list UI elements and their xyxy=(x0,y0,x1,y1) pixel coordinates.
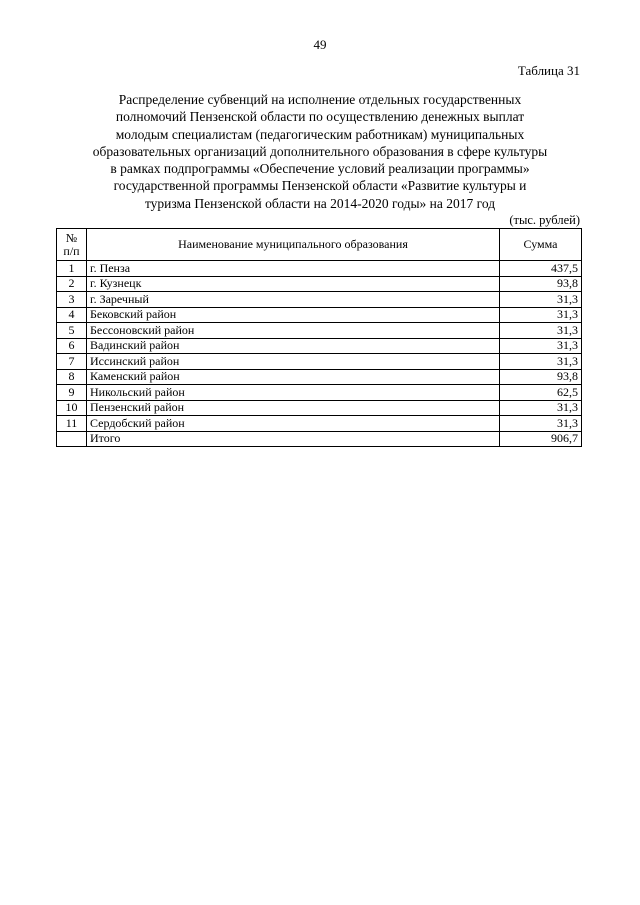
row-number: 11 xyxy=(57,416,87,432)
table-row xyxy=(57,307,582,323)
row-number: 7 xyxy=(57,354,87,370)
total-sum: 906,7 xyxy=(500,431,582,447)
row-number: 8 xyxy=(57,369,87,385)
row-sum: 437,5 xyxy=(500,261,582,277)
row-name: Каменский район xyxy=(87,369,500,385)
table-row xyxy=(57,292,582,308)
row-name: Сердобский район xyxy=(87,416,500,432)
table-row xyxy=(57,400,582,416)
row-sum: 31,3 xyxy=(500,323,582,339)
title-line: в рамках подпрограммы «Обеспечение условий реализации программы» xyxy=(110,161,530,177)
row-number: 4 xyxy=(57,307,87,323)
total-number xyxy=(57,431,87,447)
title-line: полномочий Пензенской области по осуществлению денежных выплат xyxy=(115,109,525,125)
title-line: туризма Пензенской области на 2014-2020 годы» на 2017 год xyxy=(144,195,496,211)
title-line: молодым специалистам (педагогическим работникам) муниципальных xyxy=(115,126,525,142)
row-number: 5 xyxy=(57,323,87,339)
row-name: г. Пенза xyxy=(87,261,500,277)
table-row xyxy=(57,323,582,339)
row-sum: 31,3 xyxy=(500,292,582,308)
header-name: Наименование муниципального образования xyxy=(87,229,500,261)
document-title xyxy=(70,91,570,212)
row-number: 3 xyxy=(57,292,87,308)
row-sum: 31,3 xyxy=(500,354,582,370)
row-name: Пензенский район xyxy=(87,400,500,416)
header-number-line2: п/п xyxy=(63,243,80,258)
row-sum: 31,3 xyxy=(500,307,582,323)
row-name: г. Заречный xyxy=(87,292,500,308)
title-line: образовательных организаций дополнительного образования в сфере культуры xyxy=(92,143,548,159)
subsidy-table xyxy=(56,228,582,447)
table-row xyxy=(57,416,582,432)
header-number-line1: № xyxy=(65,230,78,245)
row-sum: 31,3 xyxy=(500,338,582,354)
row-name: Вадинский район xyxy=(87,338,500,354)
header-sum: Сумма xyxy=(500,229,582,261)
page-number: 49 xyxy=(313,37,327,52)
row-number: 1 xyxy=(57,261,87,277)
row-sum: 31,3 xyxy=(500,400,582,416)
title-line: государственной программы Пензенской области «Развитие культуры и xyxy=(113,178,527,194)
header-number xyxy=(57,229,87,261)
row-sum: 62,5 xyxy=(500,385,582,401)
row-sum: 31,3 xyxy=(500,416,582,432)
row-name: Бековский район xyxy=(87,307,500,323)
row-number: 6 xyxy=(57,338,87,354)
row-number: 10 xyxy=(57,400,87,416)
row-sum: 93,8 xyxy=(500,369,582,385)
table-row xyxy=(57,369,582,385)
total-label: Итого xyxy=(87,431,500,447)
row-name: Иссинский район xyxy=(87,354,500,370)
row-name: г. Кузнецк xyxy=(87,276,500,292)
table-row xyxy=(57,338,582,354)
units-label: (тыс. рублей) xyxy=(509,213,580,227)
table-row xyxy=(57,261,582,277)
total-row xyxy=(57,431,582,447)
table-row xyxy=(57,385,582,401)
row-number: 2 xyxy=(57,276,87,292)
title-line: Распределение субвенций на исполнение отдельных государственных xyxy=(118,92,522,107)
table-header-row xyxy=(57,229,582,261)
row-number: 9 xyxy=(57,385,87,401)
row-name: Бессоновский район xyxy=(87,323,500,339)
row-name: Никольский район xyxy=(87,385,500,401)
table-row xyxy=(57,276,582,292)
row-sum: 93,8 xyxy=(500,276,582,292)
table-row xyxy=(57,354,582,370)
table-label: Таблица 31 xyxy=(517,63,580,78)
